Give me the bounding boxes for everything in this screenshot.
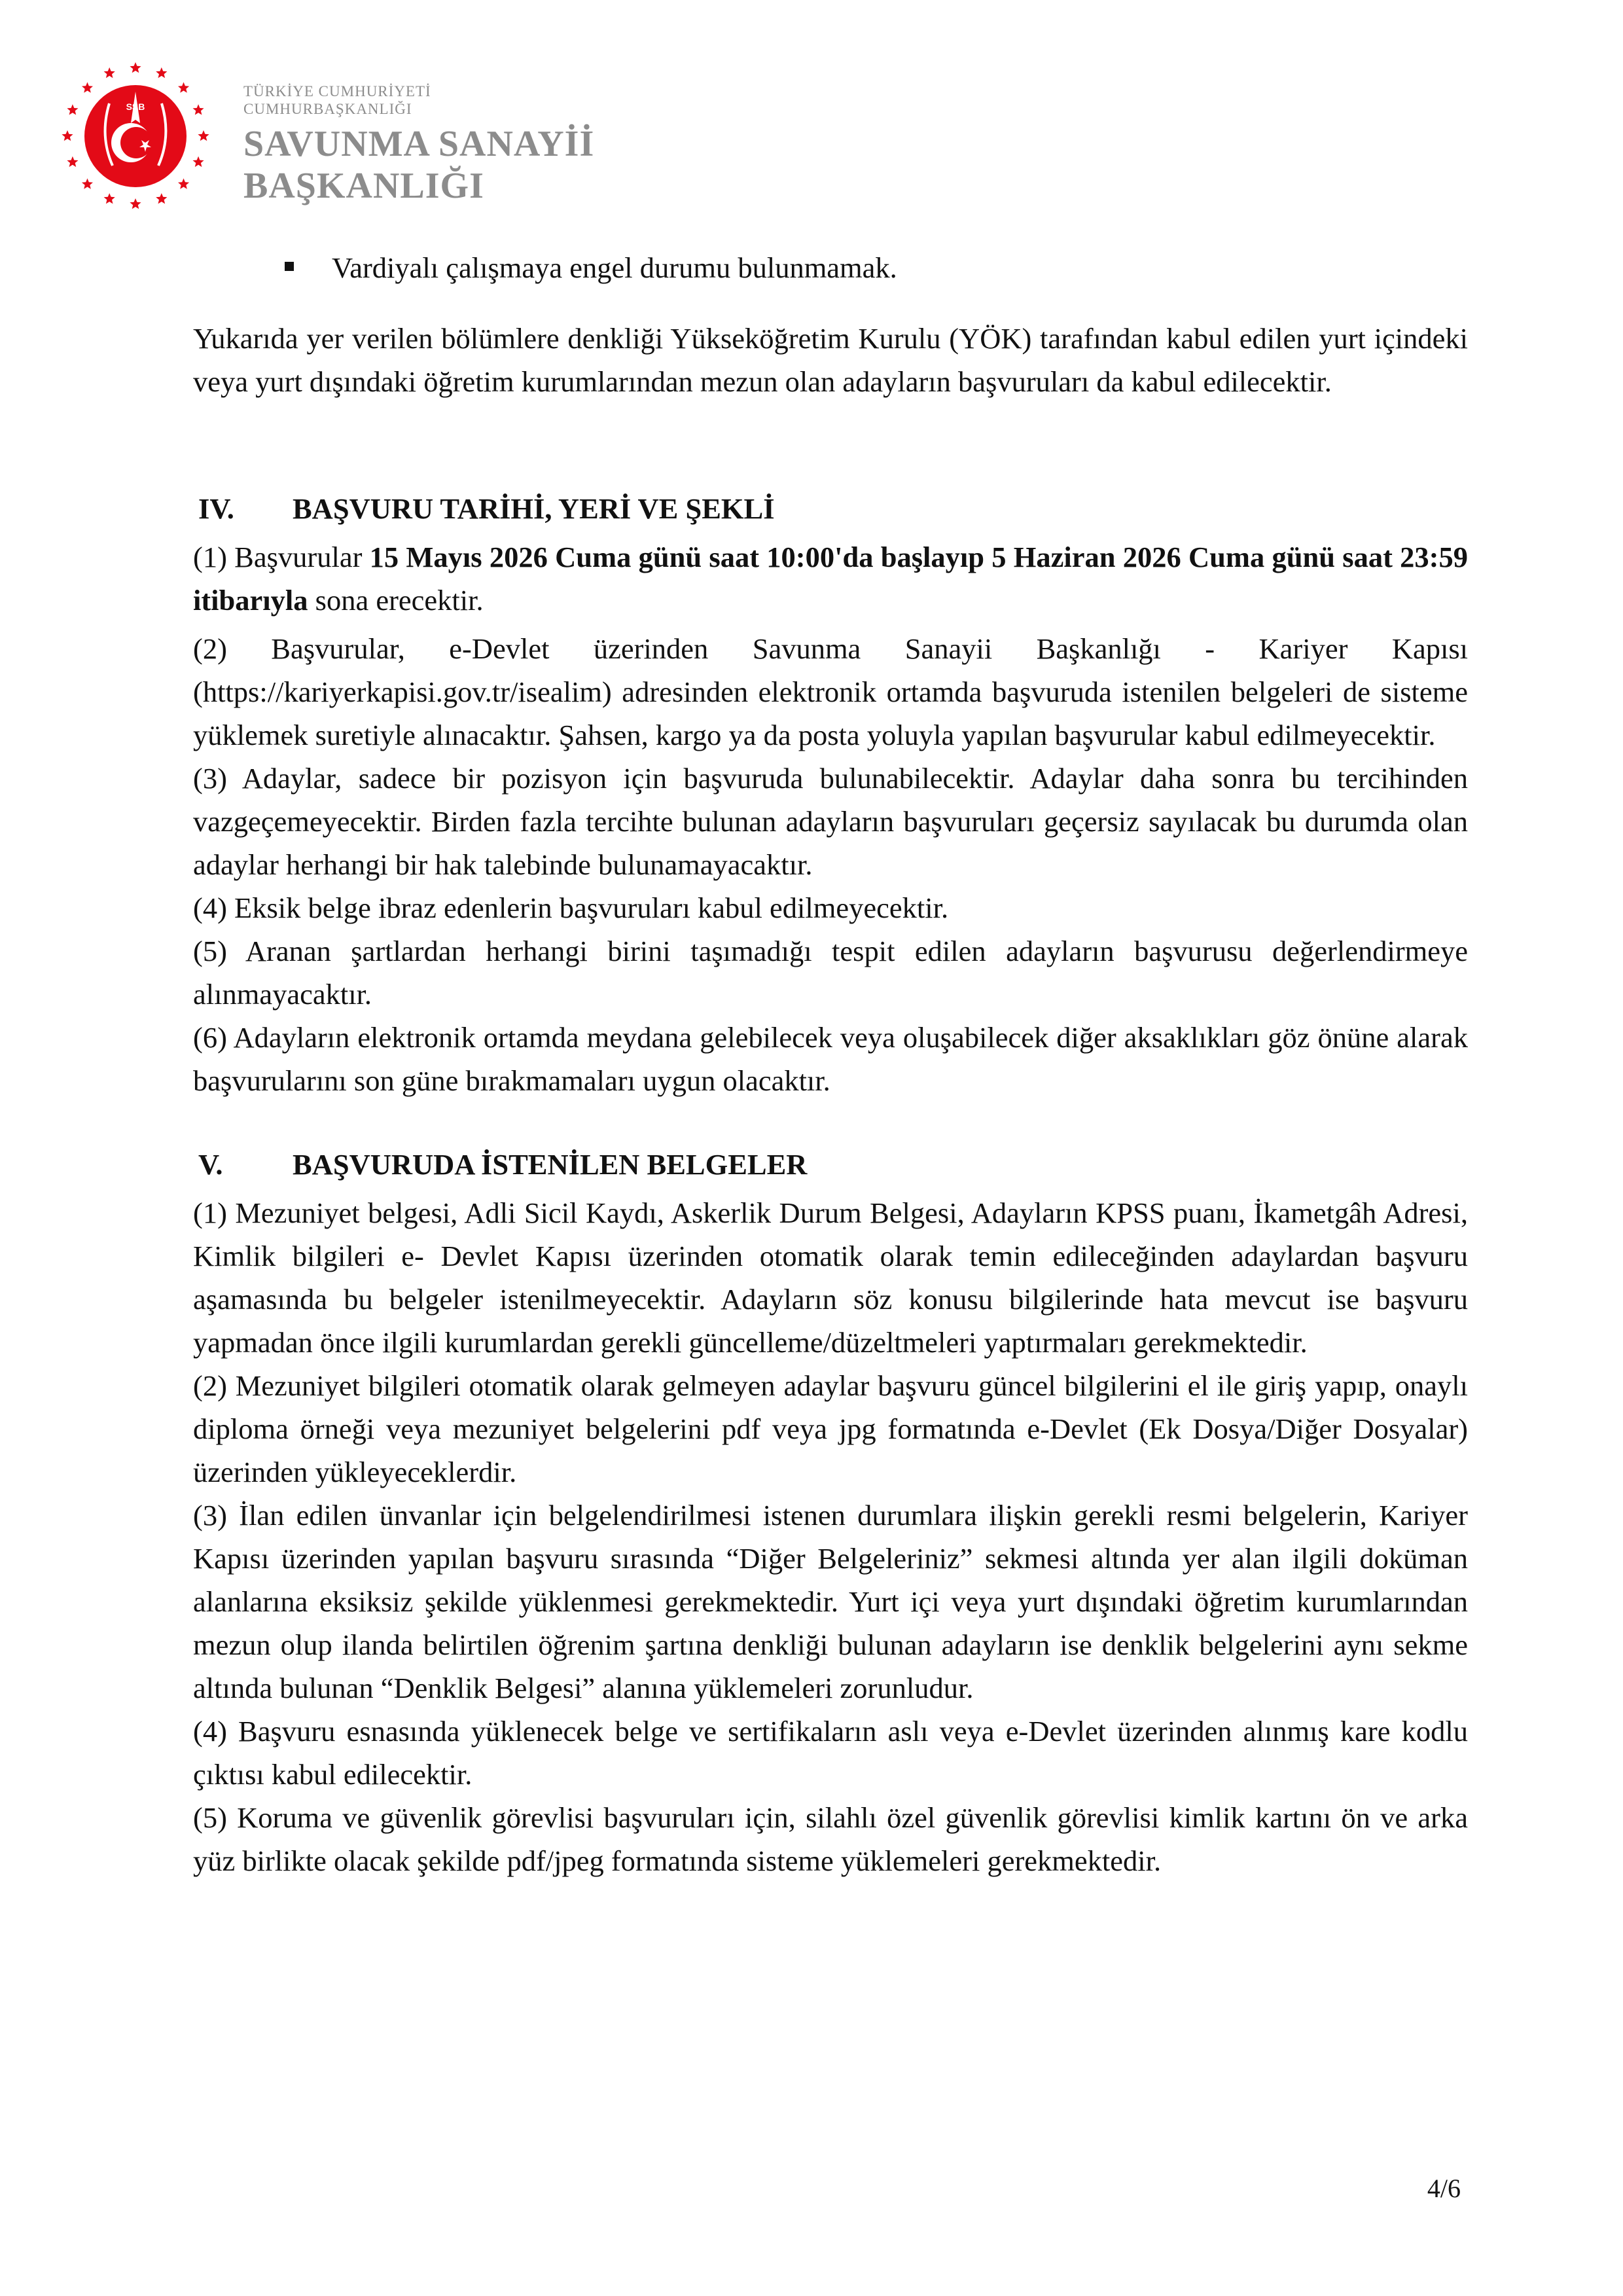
document-body bbox=[193, 246, 1468, 1882]
item-bold-dates: 15 Mayıs 2026 Cuma günü saat 10:00'da başlayıp 5 Haziran 2026 Cuma günü saat 23:59 itibarıyla bbox=[193, 541, 1468, 617]
section-v-item-2: (2) Mezuniyet bilgileri otomatik olarak gelmeyen adaylar başvuru güncel bilgilerini el ile giriş yapıp, onaylı diploma örneği veya mezuniyet belgelerini pdf veya jpg formatında e-Devlet (Ek Dosya/Diğer Dosyalar) üzerinden yükleyeceklerdir. bbox=[193, 1369, 1468, 1488]
section-v-item-5: (5) Koruma ve güvenlik görevlisi başvuruları için, silahlı özel güvenlik görevlisi kimlik kartını ön ve arka yüz birlikte olacak şekilde pdf/jpeg formatında sisteme yüklemeleri gerekmektedir. bbox=[193, 1801, 1468, 1877]
emblem-star-icon bbox=[67, 104, 78, 115]
section-v-heading bbox=[193, 1143, 1468, 1186]
bullet-item bbox=[193, 246, 1468, 289]
emblem-star-icon bbox=[104, 193, 115, 204]
emblem-star-icon bbox=[193, 104, 204, 115]
square-bullet-icon bbox=[285, 262, 294, 271]
intro-paragraph: Yukarıda yer verilen bölümlere denkliği Yükseköğretim Kurulu (YÖK) tarafından kabul edilen yurt içindeki veya yurt dışındaki öğretim kurumlarından mezun olan adayların başvuruları da kabul edilecektir. bbox=[193, 322, 1468, 398]
emblem-star-icon bbox=[156, 193, 167, 204]
org-line-4: BAŞKANLIĞI bbox=[243, 166, 484, 206]
section-v-item-1: (1) Mezuniyet belgesi, Adli Sicil Kaydı, Askerlik Durum Belgesi, Adayların KPSS puanı, İkametgâh Adresi, Kimlik bilgileri e- Devlet Kapısı üzerinden otomatik olarak temin edileceğinden adaylardan başvuru aşamasında bu belgeler istenilmeyecektir. Adayların söz konusu bilgilerinde hata mevcut ise başvuru yapmadan önce ilgili kurumlardan gerekli güncelleme/düzeltmeleri yaptırmaları gerekmektedir. bbox=[193, 1196, 1468, 1359]
section-iv-heading bbox=[193, 487, 1468, 530]
section-number: IV. bbox=[198, 492, 234, 525]
org-line-1: TÜRKİYE CUMHURİYETİ bbox=[243, 83, 431, 99]
section-iv-item-1 bbox=[193, 535, 1468, 622]
section-iv-item-6: (6) Adayların elektronik ortamda meydana gelebilecek veya oluşabilecek diğer aksaklıkları göz önüne alarak başvurularını son güne bırakmamaları uygun olacaktır. bbox=[193, 1021, 1468, 1097]
emblem-star-icon bbox=[193, 156, 204, 167]
emblem-star-icon bbox=[130, 62, 141, 73]
emblem-star-icon bbox=[198, 130, 209, 141]
emblem-star-icon bbox=[178, 82, 189, 93]
emblem-star-icon bbox=[156, 67, 167, 78]
emblem-star-icon bbox=[178, 179, 189, 189]
emblem-star-icon bbox=[82, 179, 93, 189]
item-text: sona erecektir. bbox=[308, 584, 484, 617]
section-v-item-3: (3) İlan edilen ünvanlar için belgelendirilmesi istenen durumlara ilişkin gerekli resmi belgelerin, Kariyer Kapısı üzerinden yapılan başvuru sırasında “Diğer Belgeleriniz” sekmesi altında yer alan ilgili doküman alanlarına eksiksiz şekilde yüklenmesi gerekmektedir. Yurt içi veya yurt dışındaki öğretim kurumlarından mezun olup ilanda belirtilen öğrenim şartına denkliği bulunan adayların ise denklik belgelerini aynı sekme altında bulunan “Denklik Belgesi” alanına yüklemeleri zorunludur. bbox=[193, 1499, 1468, 1704]
page-number: 4/6 bbox=[1427, 2174, 1461, 2203]
emblem-star-icon bbox=[82, 82, 93, 93]
org-line-3: SAVUNMA SANAYİİ bbox=[243, 124, 595, 164]
emblem-star-icon bbox=[130, 198, 141, 209]
organization-name bbox=[243, 82, 594, 207]
section-iv-item-2: (2) Başvurular, e-Devlet üzerinden Savunma Sanayii Başkanlığı - Kariyer Kapısı (https://kariyerkapisi.gov.tr/isealim) adresinden elektronik ortamda başvuruda istenilen belgeleri de sisteme yüklemek suretiyle alınacaktır. Şahsen, kargo ya da posta yoluyla yapılan başvurular kabul edilmeyecektir. bbox=[193, 632, 1468, 751]
section-iv-item-3: (3) Adaylar, sadece bir pozisyon için başvuruda bulunabilecektir. Adaylar daha sonra bu tercihinden vazgeçemeyecektir. Birden fazla tercihte bulunan adayların başvuruları geçersiz sayılacak bu durumda olan adaylar herhangi bir hak talebinde bulunamayacaktır. bbox=[193, 762, 1468, 881]
org-line-2: CUMHURBAŞKANLIĞI bbox=[243, 101, 412, 117]
section-iv-item-5: (5) Aranan şartlardan herhangi birini taşımadığı tespit edilen adayların başvurusu değerlendirmeye alınmayacaktır. bbox=[193, 935, 1468, 1011]
emblem-star-icon bbox=[104, 67, 115, 78]
ssb-emblem-icon bbox=[60, 58, 211, 215]
section-title: BAŞVURU TARİHİ, YERİ VE ŞEKLİ bbox=[293, 492, 775, 525]
section-number: V. bbox=[198, 1148, 223, 1181]
section-v-item-4: (4) Başvuru esnasında yüklenecek belge ve sertifikaların aslı veya e-Devlet üzerinden alınmış kare kodlu çıktısı kabul edilecektir. bbox=[193, 1715, 1468, 1791]
emblem-star-icon bbox=[62, 130, 73, 141]
section-title: BAŞVURUDA İSTENİLEN BELGELER bbox=[293, 1148, 808, 1181]
item-text: (1) Başvurular bbox=[193, 541, 370, 573]
emblem-star-icon bbox=[67, 156, 78, 167]
logo-lettering: SSB bbox=[126, 101, 145, 112]
ssb-logo bbox=[60, 58, 211, 215]
section-iv-item-4: (4) Eksik belge ibraz edenlerin başvuruları kabul edilmeyecektir. bbox=[193, 891, 949, 924]
bullet-text: Vardiyalı çalışmaya engel durumu bulunmamak. bbox=[332, 251, 897, 284]
